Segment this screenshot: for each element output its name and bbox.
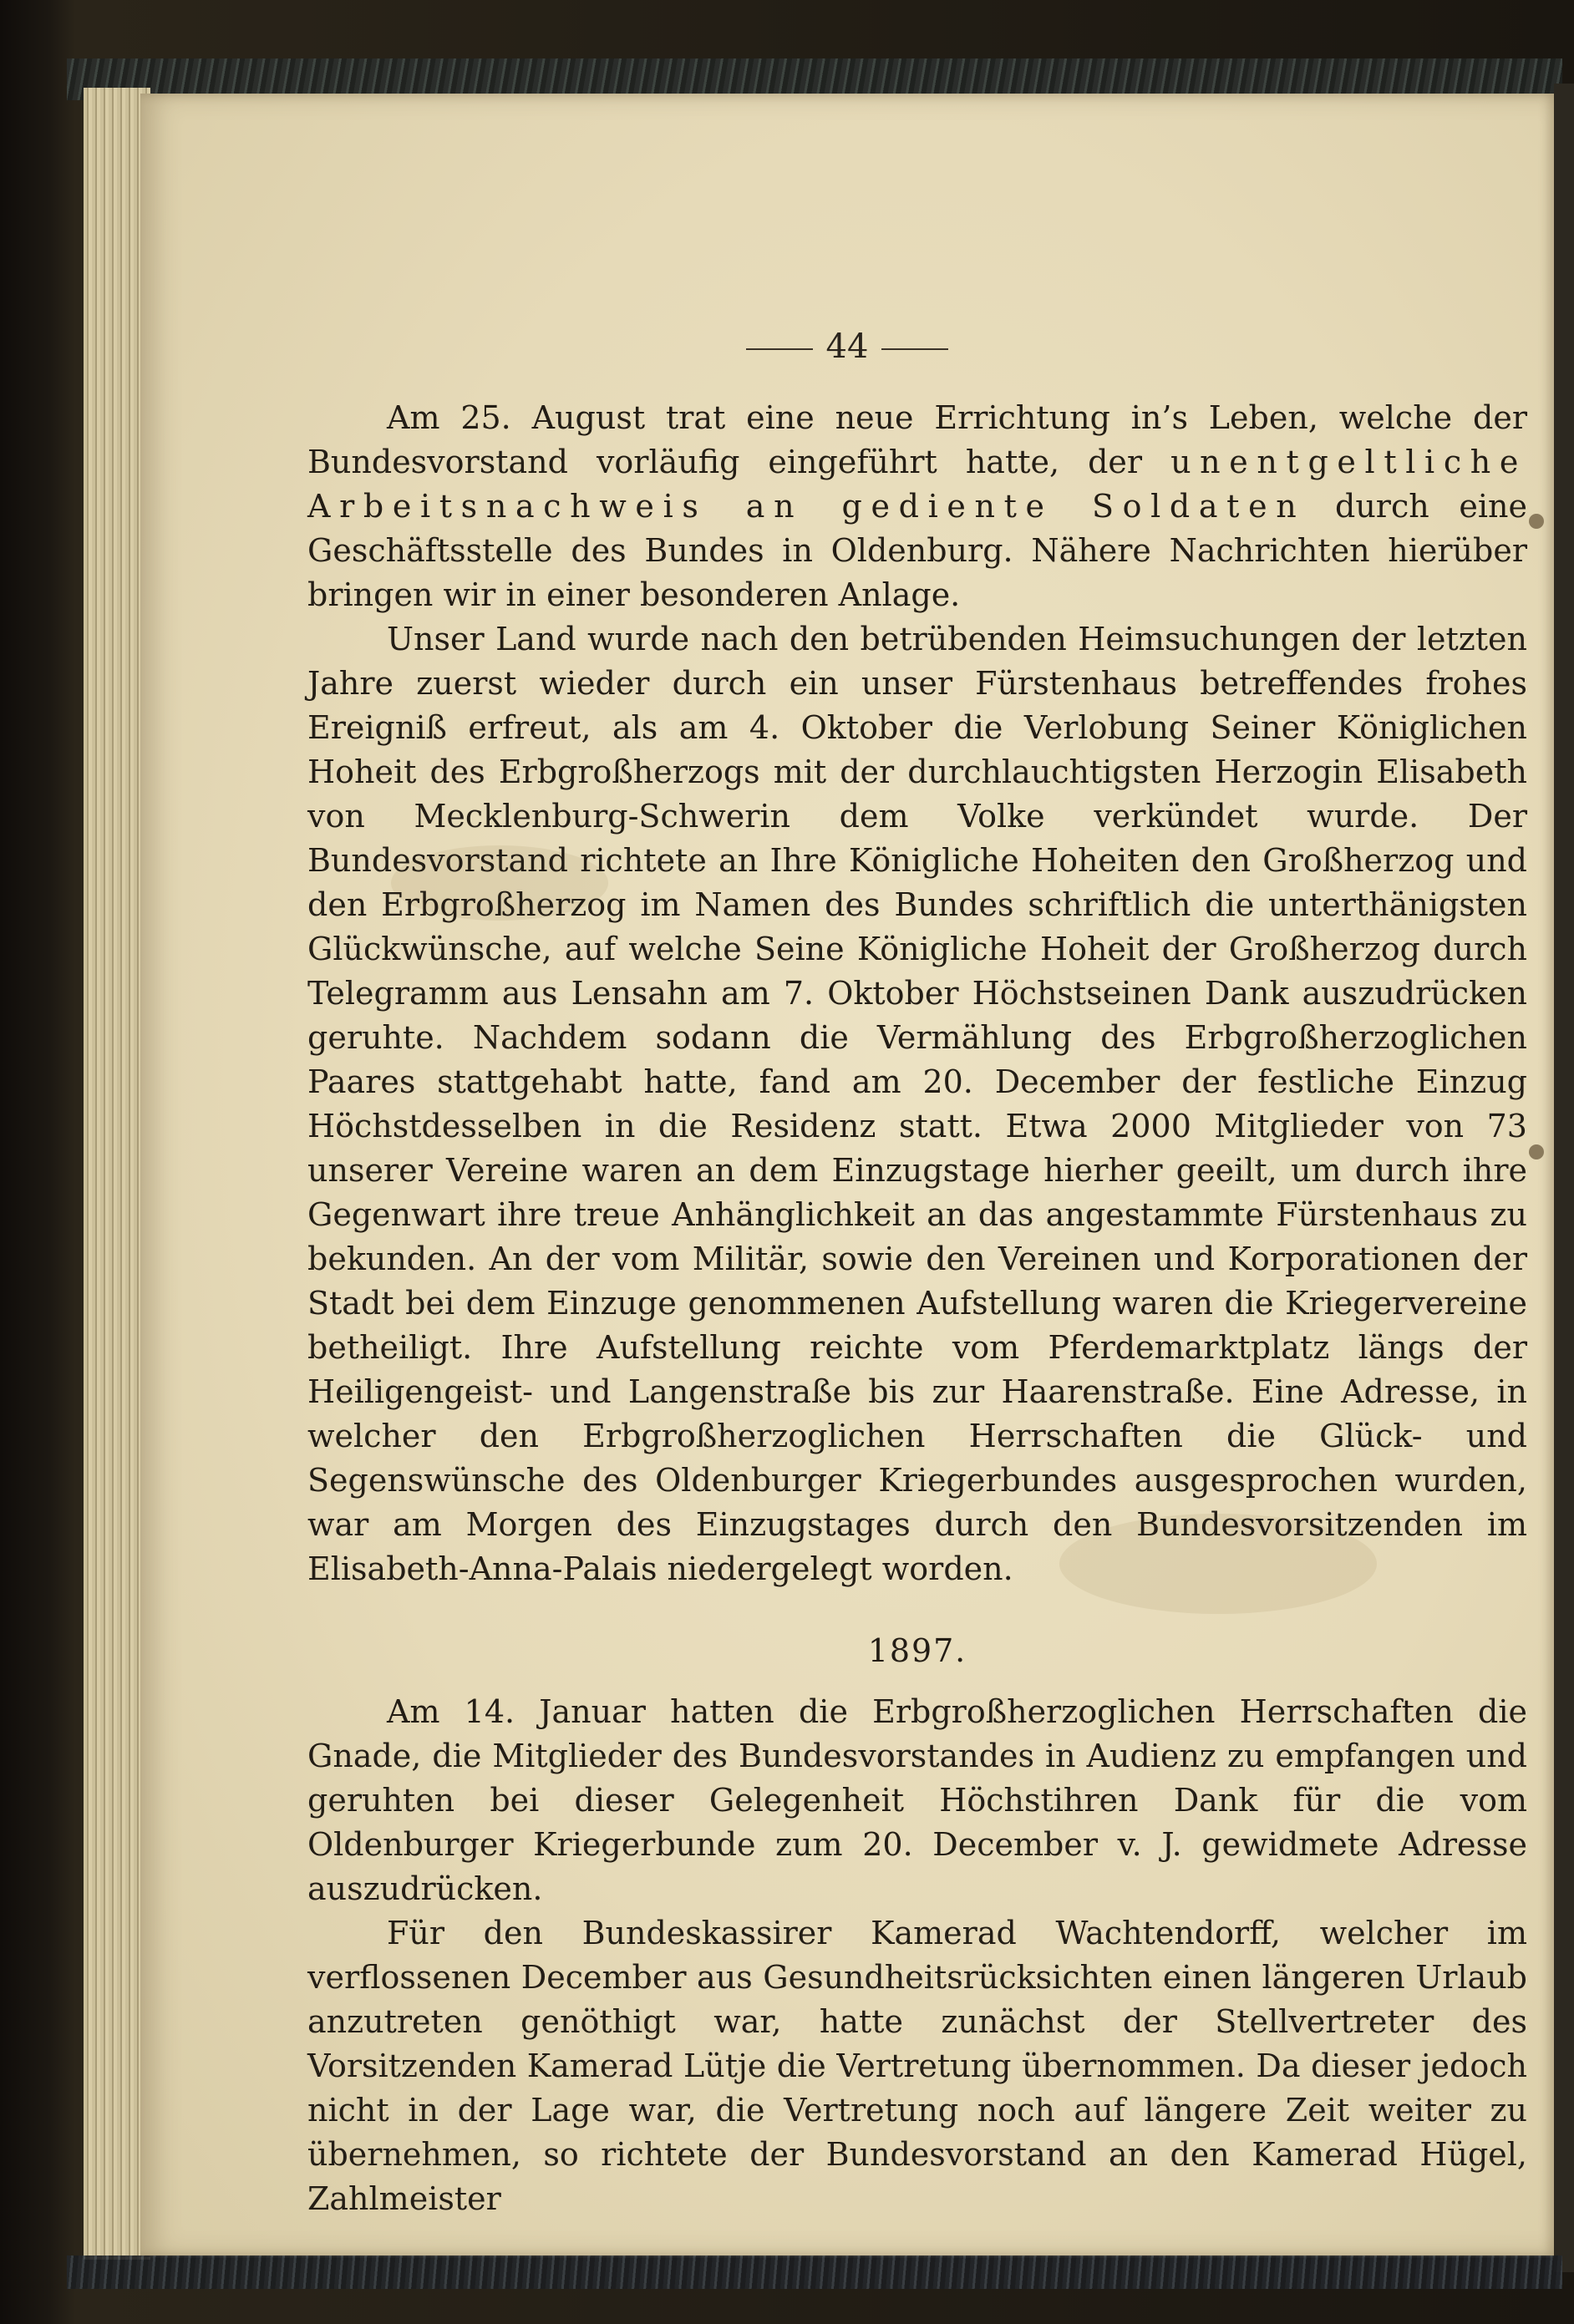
paragraph-1 (307, 396, 1527, 617)
paragraph-1-spaced-emphasis: unentgeltliche Arbeitsnachweis an gediente Soldaten (307, 444, 1527, 525)
paragraph-3: Am 14. Januar hatten die Erbgroßherzoglichen Herrschaften die Gnade, die Mitglieder des Bundesvorstandes in Audienz zu empfangen und geruhten bei dieser Gelegenheit Höchstihren Dank für die vom Oldenburger Kriegerbunde zum 20. December v. J. gewidmete Adresse auszudrücken. (307, 1693, 1527, 1907)
paragraph-1-text-start: Am 25. August trat eine neue Errichtung in’s Leben, welche der Bundesvorstand vorläufig eingeführt hatte, der (307, 399, 1527, 480)
margin-mark (1529, 1144, 1544, 1159)
paragraph-4: Für den Bundeskassirer Kamerad Wachtendorff, welcher im verflossenen December aus Gesundheitsrücksichten einen längeren Urlaub anzutreten genöthigt war, hatte zunächst der Stellvertreter des Vorsitzenden Kamerad Lütje die Vertretung übernommen. Da dieser jedoch nicht in der Lage war, die Vertretung noch auf längere Zeit weiter zu übernehmen, so richtete der Bundesvorstand an den Kamerad Hügel, Zahlmeister (307, 1915, 1527, 2217)
page-header (140, 327, 1554, 366)
header-rule-right (881, 348, 948, 350)
cover-edge-right (1554, 84, 1574, 2272)
paragraph-2: Unser Land wurde nach den betrübenden Heimsuchungen der letzten Jahre zuerst wieder durch ein unser Fürstenhaus betreffendes frohes Ereigniß erfreut, als am 4. Oktober die Verlobung Seiner Königlichen Hoheit des Erbgroßherzogs mit der durchlauchtigsten Herzogin Elisabeth von Mecklenburg-Schwerin dem Volke verkündet wurde. Der Bundesvorstand richtete an Ihre Königliche Hoheiten den Großherzog und den Erbgroßherzog im Namen des Bundes schriftlich die unterthänigsten Glückwünsche, auf welche Seine Königliche Hoheit der Großherzog durch Telegramm aus Lensahn am 7. Oktober Höchstseinen Dank auszudrücken geruhte. Nachdem sodann die Vermählung des Erbgroßherzoglichen Paares stattgehabt hatte, fand am 20. December der festliche Einzug Höchstdesselben in die Residenz statt. Etwa 2000 Mitglieder von 73 unserer Vereine waren an dem Einzugstage hierher geeilt, um durch ihre Gegenwart ihre treue Anhänglichkeit an das angestammte Fürstenhaus zu bekunden. An der vom Militär, sowie den Vereinen und Korporationen der Stadt bei dem Einzuge genommenen Aufstellung waren die Kriegervereine betheiligt. Ihre Aufstellung reichte vom Pferdemarktplatz längs der Heiligengeist- und Langenstraße bis zur Haarenstraße. Eine Adresse, in welcher den Erbgroßherzoglichen Herrschaften die Glück- und Segenswünsche des Oldenburger Kriegerbundes ausgesprochen wurden, war am Morgen des Einzugstages durch den Bundesvorsitzenden im Elisabeth-Anna-Palais niedergelegt worden. (307, 621, 1527, 1587)
cover-edge-bottom (67, 2255, 1562, 2289)
header-rule-left (746, 348, 813, 350)
page-body (307, 396, 1527, 2221)
year-heading: 1897. (867, 1632, 967, 1669)
book-page (140, 94, 1554, 2257)
margin-mark (1529, 514, 1544, 529)
page-number: 44 (825, 327, 869, 366)
paragraph-1-text-end: durch eine Geschäftsstelle des Bundes in Oldenburg. Nähere Nachrichten hierüber bringen wir in einer besonderen Anlage. (307, 488, 1527, 613)
